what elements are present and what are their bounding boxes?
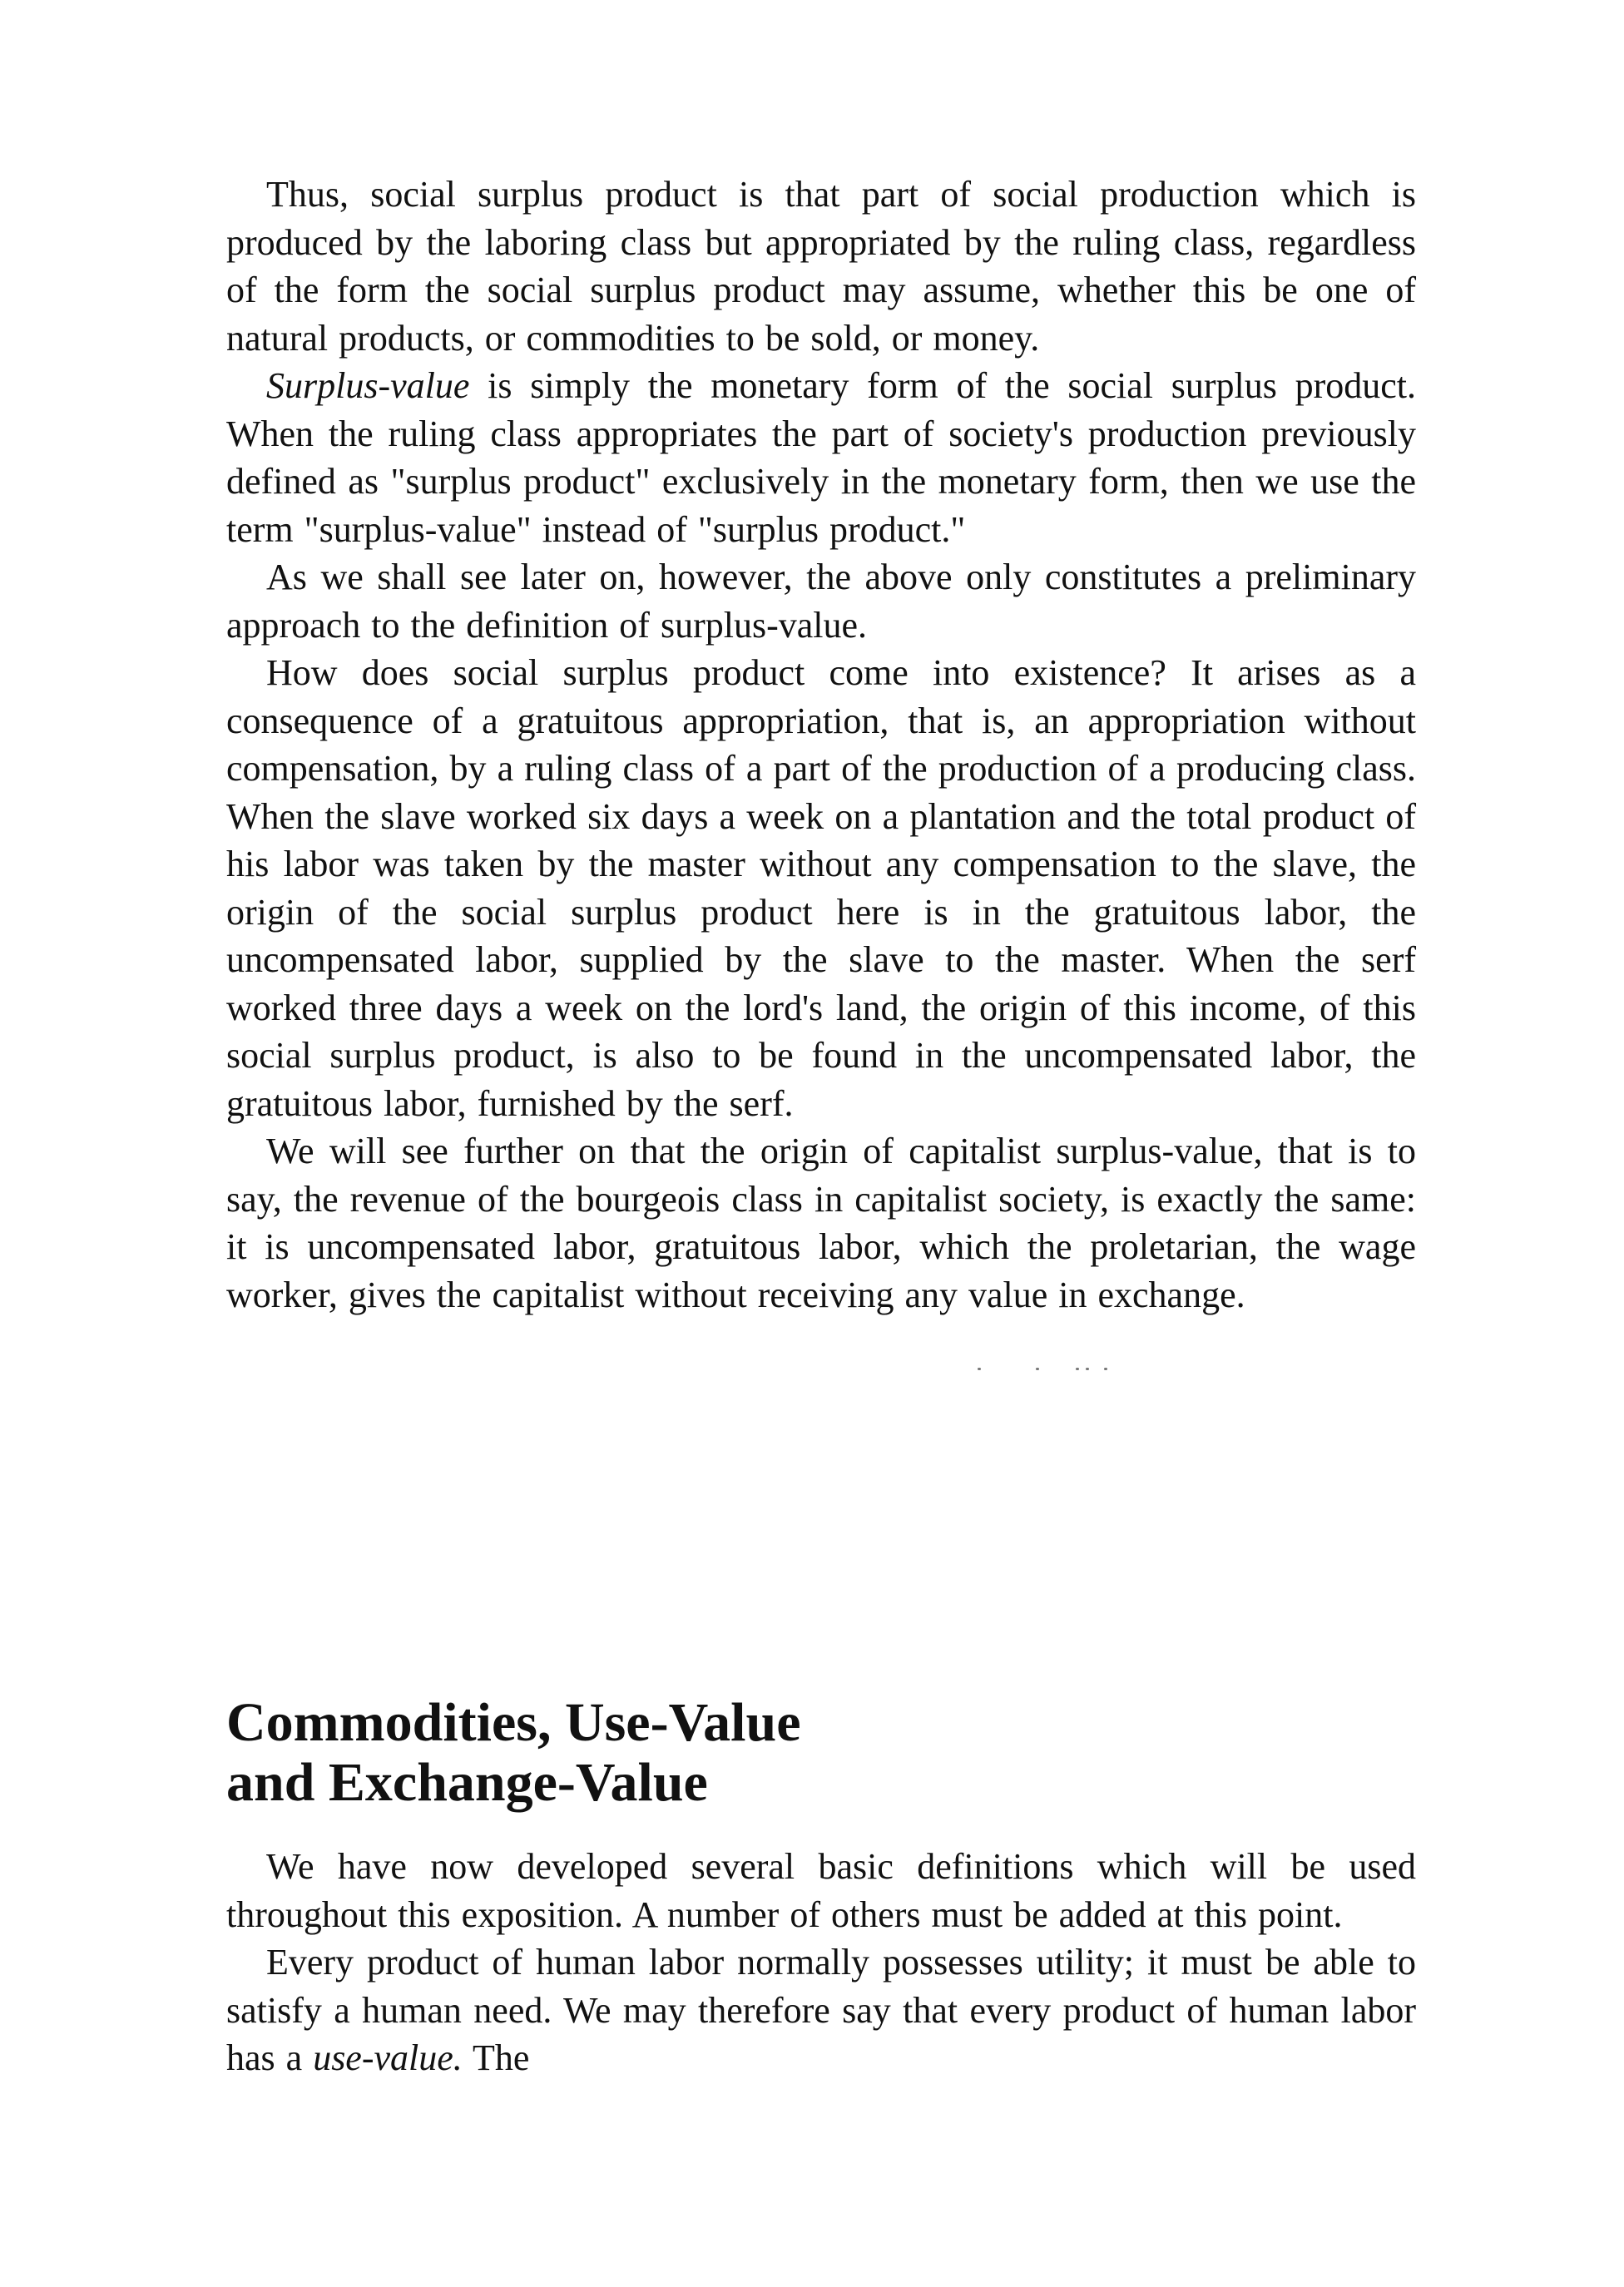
paragraph-basic-definitions: We have now developed several basic definitions which will be used throughout this exposition. A number of others must be added at this point. [226,1846,1416,1935]
term-use-value: use-value. [313,2037,463,2078]
paragraph-use-value-body: Every product of human labor normally possesses utility; it must be able to satisfy a human need. We may therefore say that every product of human labor has a [226,1942,1416,2078]
term-surplus-value: Surplus-value [266,365,470,406]
section-heading-line-1: Commodities, Use-Value [226,1692,801,1753]
paragraph-surplus-value-definition [226,362,1416,553]
paragraph-surplus-product-definition: Thus, social surplus product is that part of social production which is produced by the laboring class but appropriated by the ruling class, regardless of the form the social surplus product may assume, whether this be one of natural products, or commodities to be sold, or money. [226,174,1416,359]
paragraph-use-value-tail: The [462,2037,530,2078]
section-heading-line-2: and Exchange-Value [226,1752,708,1813]
scan-artifact [978,1368,1111,1376]
paragraph-origin-of-surplus-product: How does social surplus product come into existence? It arises as a consequence of a gratuitous appropriation, that is, an appropriation without compensation, by a ruling class of a part of the production of a producing class. When the slave worked six days a week on a plantation and the total product of his labor was taken by the master without any compensation to the slave, the origin of the social surplus product here is in the gratuitous labor, the uncompensated labor, supplied by the slave to the master. When the serf worked three days a week on the lord's land, the origin of this income, of this social surplus product, is also to be found in the uncompensated labor, the gratuitous labor, furnished by the serf. [226,652,1416,1124]
paragraph-preliminary-approach: As we shall see later on, however, the above only constitutes a preliminary approach to the definition of surplus-value. [226,557,1416,646]
paragraph-use-value [226,1938,1416,2082]
body-text-top [226,171,1416,1319]
section-heading [226,1693,1416,1813]
body-text-bottom [226,1843,1416,2082]
paragraph-surplus-value-body: is simply the monetary form of the social surplus product. When the ruling class appropriates the part of society's production previously defined as "surplus product" exclusively in the monetary form, then we use the term "surplus-value" instead of "surplus product." [226,365,1416,550]
paragraph-capitalist-surplus-value: We will see further on that the origin of capitalist surplus-value, that is to say, the revenue of the bourgeois class in capitalist society, is exactly the same: it is uncompensated labor, gratuitous labor, which the proletarian, the wage worker, gives the capitalist without receiving any value in exchange. [226,1131,1416,1315]
